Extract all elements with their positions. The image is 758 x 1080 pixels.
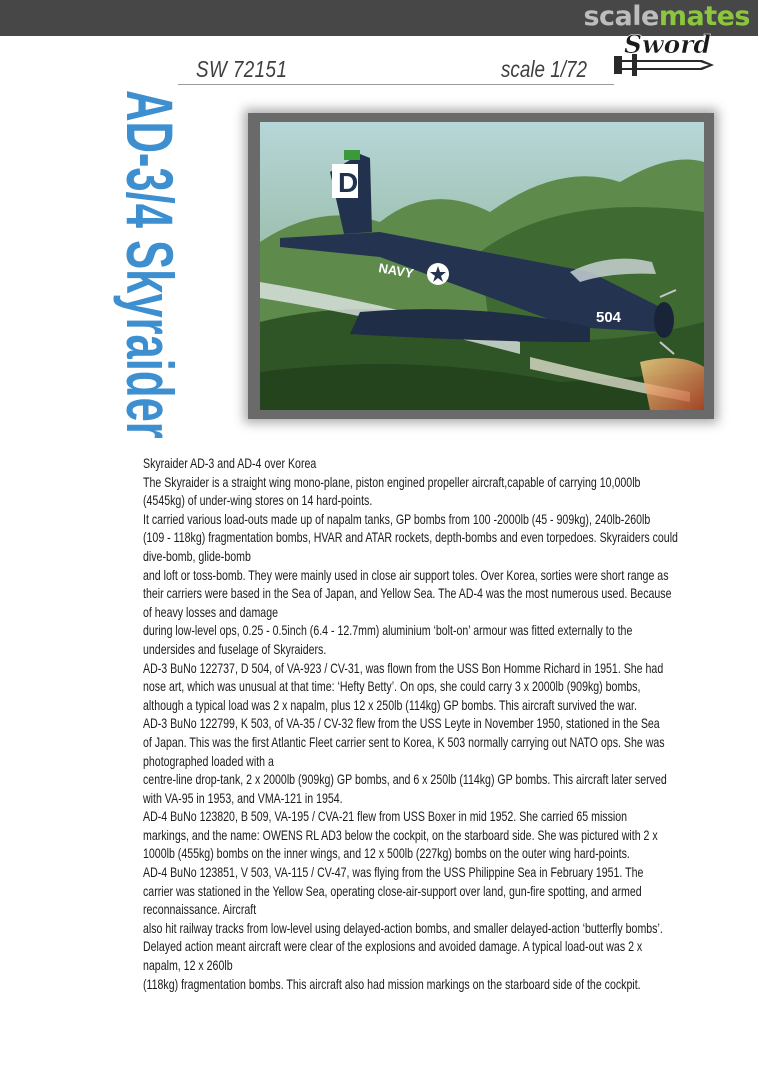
box-art-image [260, 122, 704, 410]
svg-text:NAVY: NAVY [377, 260, 415, 282]
vertical-title [110, 90, 190, 510]
body-line: Delayed action meant aircraft were clear of the explosions and avoided damage. A typical load-out was 2 x [143, 939, 643, 955]
body-line: (109 - 118kg) fragmentation bombs, HVAR and ATAR rockets, depth-bombs and even torpedoes. Skyraiders could [143, 530, 678, 546]
body-line: of heavy losses and damage [143, 604, 278, 620]
body-line: AD-4 BuNo 123851, V 503, VA-115 / CV-47, was flying from the USS Philippine Sea in February 1951. The [143, 865, 644, 881]
body-line: napalm, 12 x 260lb [143, 958, 233, 974]
body-line: (4545kg) of under-wing stores on 14 hard-points. [143, 493, 373, 509]
product-scale: scale 1/72 [501, 56, 587, 82]
body-line: reconnaissance. Aircraft [143, 902, 257, 918]
svg-text:Sword: Sword [624, 30, 711, 59]
body-line: nose art, which was unusual at that time: ‘Hefty Betty’. On ops, she could carry 3 x 2000lb (909kg) bombs, [143, 679, 641, 695]
body-line: and loft or toss-bomb. They were mainly used in close air support toles. Over Korea, sorties were short range as [143, 567, 669, 583]
body-line: photographed loaded with a [143, 753, 274, 769]
body-line: markings, and the name: OWENS RL AD3 below the cockpit, on the starboard side. She was pictured with 2 x [143, 827, 658, 843]
brand-part-scale: scale [583, 1, 659, 32]
product-code: SW 72151 [196, 56, 288, 82]
body-line: carrier was stationed in the Yellow Sea, operating close-air-support over land, gun-fire spotting, and armed [143, 883, 642, 899]
body-line: during low-level ops, 0.25 - 0.5inch (6.4 - 12.7mm) aluminium ‘bolt-on’ armour was fitted externally to the [143, 623, 633, 639]
body-line: 1000lb (455kg) bombs on the inner wings, and 12 x 500lb (227kg) bombs on the outer wing hard-points. [143, 846, 630, 862]
body-line: AD-3 BuNo 122737, D 504, of VA-923 / CV-31, was flown from the USS Bon Homme Richard in 1951. She had [143, 660, 664, 676]
brand-part-mates: mates [658, 1, 750, 32]
body-line: with VA-95 in 1953, and VMA-121 in 1954. [143, 790, 343, 806]
body-line: also hit railway tracks from low-level using delayed-action bombs, and smaller delayed-action ‘butterfly bombs’. [143, 920, 663, 936]
body-line: undersides and fuselage of Skyraiders. [143, 641, 327, 657]
body-line: centre-line drop-tank, 2 x 2000lb (909kg) GP bombs, and 6 x 250lb (114kg) GP bombs. This aircraft later served [143, 772, 667, 788]
header-divider [178, 84, 614, 85]
body-line: It carried various load-outs made up of napalm tanks, GP bombs from 100 -2000lb (45 - 909kg), 240lb-260lb [143, 511, 651, 527]
svg-text:504: 504 [596, 309, 622, 326]
body-line: dive-bomb, glide-bomb [143, 548, 251, 564]
body-line: AD-3 BuNo 122799, K 503, of VA-35 / CV-32 flew from the USS Leyte in November 1950, stationed in the Sea [143, 716, 660, 732]
svg-text:D: D [338, 167, 359, 198]
body-line: their carriers were based in the Sea of Japan, and Yellow Sea. The AD-4 was the most numerous used. Because [143, 586, 672, 602]
body-line: (118kg) fragmentation bombs. This aircraft also had mission markings on the starboard side of the cockpit. [143, 976, 641, 992]
body-line: Skyraider AD-3 and AD-4 over Korea [143, 456, 317, 471]
title-text: AD-3/4 Skyraider [113, 90, 187, 439]
body-line: although a typical load was 2 x napalm, plus 12 x 250lb (114kg) GP bombs. This aircraft survived the war. [143, 697, 637, 713]
body-line: AD-4 BuNo 123820, B 509, VA-195 / CVA-21 flew from USS Boxer in mid 1952. She carried 65 mission [143, 809, 628, 825]
body-text [143, 455, 713, 994]
sword-logo [614, 26, 716, 84]
body-line: The Skyraider is a straight wing mono-plane, piston engined propeller aircraft,capable of carrying 10,000lb [143, 474, 641, 490]
body-line: of Japan. This was the first Atlantic Fleet carrier sent to Korea, K 503 normally carrying out NATO ops. She was [143, 734, 665, 750]
